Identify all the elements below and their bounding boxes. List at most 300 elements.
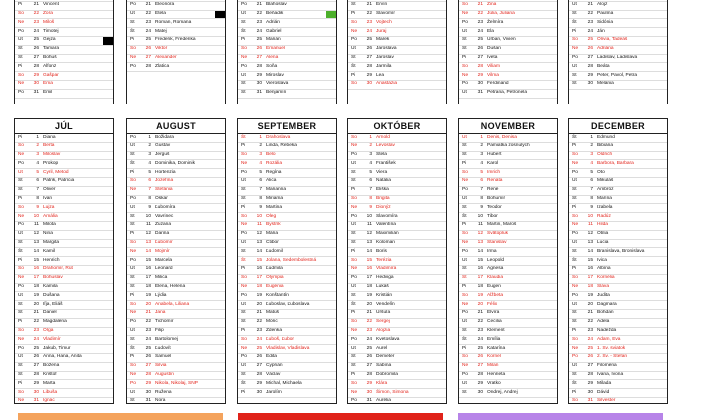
day-number: 29 [587,380,593,386]
day-marker [103,19,113,27]
nameday-name: Marcela [155,257,173,263]
nameday-name: Ambróz [597,187,614,193]
day-marker [103,196,113,204]
day-marker [436,354,446,362]
color-bar-violet [458,413,663,420]
day-number: 29 [587,72,593,78]
day-number: 29 [145,380,151,386]
day-number: 19 [33,292,39,298]
day-row [127,178,225,187]
day-abbrev: Št [130,345,135,351]
nameday-name: Jarolím [266,389,282,395]
nameday-name: Silvia [155,363,167,369]
day-marker [215,354,225,362]
nameday-name: Zuzana [155,222,171,228]
day-row [238,389,336,398]
nameday-name: Judita [597,292,610,298]
day-row [348,204,446,213]
nameday-name: Lujza [43,204,55,210]
day-row [15,204,113,213]
day-number: 13 [33,240,39,246]
day-row [569,389,667,398]
day-marker [103,178,113,186]
nameday-name: Jolana, Sedembolestná [266,257,317,263]
day-number: 21 [145,2,151,8]
day-row [127,37,225,46]
day-number: 15 [145,257,151,263]
day-marker [547,169,557,177]
day-marker [436,11,446,19]
day-number: 1 [369,134,372,140]
day-abbrev: St [572,11,577,17]
day-number: 30 [587,81,593,87]
day-marker [436,134,446,142]
day-abbrev: Po [351,213,357,219]
day-abbrev: St [462,204,467,210]
day-marker [547,143,557,151]
day-row [459,328,557,337]
day-abbrev: Po [130,2,136,8]
day-number: 22 [587,11,593,17]
day-abbrev: Po [462,310,468,316]
day-marker [326,380,336,388]
day-abbrev: Po [572,354,578,360]
day-number: 30 [145,389,151,395]
day-number: 6 [480,178,483,184]
day-row [348,11,446,20]
day-row [348,37,446,46]
day-row [569,152,667,161]
day-row [15,266,113,275]
day-abbrev: Ut [241,363,246,369]
day-row [459,134,557,143]
day-number: 3 [480,152,483,158]
nameday-name: Ľuboslav, Ľuboslava [266,301,310,307]
day-abbrev: St [18,240,23,246]
nameday-name: Linda, Rebeka [266,143,297,149]
day-abbrev: Št [351,363,356,369]
nameday-name: Bystrík [266,222,281,228]
day-row [15,169,113,178]
nameday-name: Lea [376,72,385,78]
day-marker [657,284,667,292]
day-row [238,169,336,178]
day-abbrev: St [462,266,467,272]
day-number: 12 [587,231,593,237]
day-row [569,46,667,55]
nameday-name: Filoména [597,363,617,369]
day-row [238,354,336,363]
day-abbrev: So [572,336,578,342]
day-number: 24 [33,336,39,342]
day-number: 6 [369,178,372,184]
day-marker [326,178,336,186]
day-row [127,28,225,37]
nameday-name: Olívia, Tadeáš [597,37,628,43]
day-number: 24 [477,336,483,342]
nameday-name: Bartolomej [155,336,178,342]
day-number: 29 [477,380,483,386]
day-number: 7 [480,187,483,193]
day-marker [215,55,225,63]
day-number: 25 [33,37,39,43]
nameday-name: Miroslav [266,72,284,78]
day-row [459,336,557,345]
day-row [459,248,557,257]
day-row [15,292,113,301]
nameday-name: Jarmila [376,63,392,69]
day-abbrev: Po [572,292,578,298]
day-row [569,134,667,143]
day-abbrev: So [351,19,357,25]
day-abbrev: St [18,46,23,52]
day-row [348,301,446,310]
day-row [15,240,113,249]
day-number: 29 [33,380,39,386]
day-abbrev: So [241,213,247,219]
day-marker [436,2,446,10]
day-list [348,134,446,404]
nameday-name: Dominika, Dominik [155,160,195,166]
day-marker [657,231,667,239]
day-row [238,178,336,187]
day-marker [547,46,557,54]
day-number: 26 [587,354,593,360]
day-marker [436,152,446,160]
day-list [569,0,667,90]
day-row [569,169,667,178]
day-marker [547,380,557,388]
day-marker [436,196,446,204]
day-marker [215,363,225,371]
day-marker [657,398,667,404]
nameday-name: Zdenka [266,328,282,334]
day-list [459,134,557,398]
day-number: 20 [477,301,483,307]
day-row [348,178,446,187]
nameday-name: Kvetoslava [376,336,400,342]
day-abbrev: Pi [18,134,23,140]
day-number: 24 [366,28,372,34]
day-number: 21 [587,2,593,8]
day-abbrev: Ut [572,301,577,307]
day-abbrev: Ne [130,310,137,316]
nameday-name: Sergej [376,319,390,325]
day-row [569,328,667,337]
day-row [569,81,667,90]
day-marker [547,257,557,265]
nameday-name: Cyprián [266,363,283,369]
day-row [127,328,225,337]
nameday-name: Adriána [597,46,614,52]
day-marker [436,160,446,168]
day-marker [436,398,446,404]
day-marker [326,72,336,80]
nameday-name: Svätopluk [487,231,509,237]
day-marker [436,143,446,151]
nameday-name: Kamil [43,248,55,254]
day-marker [326,134,336,142]
day-number: 16 [366,266,372,272]
month-title: JÚL [15,119,113,134]
day-number: 26 [477,46,483,52]
day-row [459,63,557,72]
day-abbrev: Po [572,169,578,175]
day-marker [547,231,557,239]
nameday-name: Adrián [266,19,280,25]
day-number: 16 [145,266,151,272]
nameday-name: Ľubomíra [155,204,176,210]
day-number: 8 [259,196,262,202]
day-marker [436,389,446,397]
day-row [569,354,667,363]
nameday-name: Karol [487,160,499,166]
day-abbrev: Ut [462,380,467,386]
day-abbrev: Ut [572,240,577,246]
day-number: 10 [587,213,593,219]
nameday-name: Marta [43,380,56,386]
day-abbrev: So [130,178,136,184]
day-row [569,196,667,205]
day-number: 29 [256,72,262,78]
nameday-name: Marek [376,37,390,43]
day-number: 15 [587,257,593,263]
day-marker [326,284,336,292]
day-marker [657,310,667,318]
day-number: 27 [366,55,372,61]
nameday-name: Branislava, Bronislava [597,248,645,254]
day-marker [215,222,225,230]
day-row [15,178,113,187]
nameday-name: Ružena [155,389,172,395]
nameday-name: Bohuslav [43,275,63,281]
day-row [459,275,557,284]
day-marker [436,187,446,195]
nameday-name: Ivan [43,196,53,202]
day-abbrev: Ne [462,178,469,184]
day-marker [103,222,113,230]
day-marker [436,301,446,309]
day-number: 23 [587,328,593,334]
day-row [127,292,225,301]
nameday-name: Želmíra [487,19,504,25]
day-marker [326,55,336,63]
day-number: 7 [590,187,593,193]
nameday-name: Ignác [43,398,55,404]
nameday-name: Eugen [487,284,501,290]
day-row [238,266,336,275]
day-marker [657,292,667,300]
day-abbrev: Ut [351,345,356,351]
day-marker [326,257,336,265]
day-number: 1 [590,134,593,140]
month-column-top-2 [126,0,226,104]
day-abbrev: Št [18,372,23,378]
day-number: 17 [145,275,151,281]
day-abbrev: Ne [572,222,579,228]
day-row [127,284,225,293]
day-marker [547,266,557,274]
nameday-name: Klement [487,328,505,334]
day-abbrev: So [351,196,357,202]
day-marker [436,328,446,336]
day-number: 5 [480,169,483,175]
day-number: 27 [587,55,593,61]
day-row [238,372,336,381]
day-number: 28 [477,372,483,378]
nameday-name: Milota [43,222,56,228]
day-marker [547,152,557,160]
nameday-name: Darina [155,231,170,237]
day-row [459,240,557,249]
day-abbrev: Ne [130,248,137,254]
day-abbrev: Št [241,380,246,386]
day-marker [657,204,667,212]
day-abbrev: Ne [462,11,469,17]
nameday-name: Teodor [487,204,502,210]
day-marker [547,37,557,45]
nameday-name: Melánia [597,81,614,87]
day-row [238,19,336,28]
day-row [569,310,667,319]
day-abbrev: St [351,354,356,360]
day-row [569,257,667,266]
day-abbrev: Ne [351,389,358,395]
day-abbrev: So [18,266,24,272]
day-abbrev: St [241,310,246,316]
day-number: 23 [256,19,262,25]
day-number: 5 [590,169,593,175]
day-abbrev: Ut [462,319,467,325]
nameday-name: Kamila [43,284,58,290]
day-abbrev: Ne [241,284,248,290]
day-number: 22 [366,319,372,325]
day-marker [547,372,557,380]
day-abbrev: Ne [18,152,25,158]
nameday-name: Alžbeta [487,292,503,298]
day-number: 27 [366,363,372,369]
day-marker [547,248,557,256]
day-marker [215,380,225,388]
nameday-name: Hubert [487,152,502,158]
day-marker [326,231,336,239]
day-marker [436,0,446,1]
day-row [348,266,446,275]
month-column-top-4 [347,0,447,104]
day-number: 4 [369,160,372,166]
day-number: 22 [145,11,151,17]
day-number: 30 [33,389,39,395]
day-number: 23 [256,328,262,334]
day-row [15,310,113,319]
day-row [569,19,667,28]
day-abbrev: Št [462,46,467,52]
day-list [569,134,667,404]
day-row [238,222,336,231]
nameday-name: Beáta [597,63,610,69]
day-marker [103,213,113,221]
nameday-name: Stela [376,152,387,158]
day-marker [436,37,446,45]
day-row [238,46,336,55]
month-title: SEPTEMBER [238,119,336,134]
day-abbrev: Pi [241,328,246,334]
day-abbrev: St [351,231,356,237]
day-row [238,2,336,11]
day-number: 22 [587,319,593,325]
month-column-top-6 [568,0,668,104]
day-row [15,336,113,345]
nameday-name: Zlatica [155,63,170,69]
nameday-name: Viktor [155,46,168,52]
day-abbrev: Ut [462,134,467,140]
day-abbrev: Pi [241,204,246,210]
nameday-name: Félix [487,301,498,307]
day-number: 23 [366,19,372,25]
day-number: 10 [145,213,151,219]
nameday-name: Drahomír, Rút [43,266,73,272]
day-abbrev: Št [241,196,246,202]
day-marker [547,28,557,36]
day-number: 17 [256,275,262,281]
day-marker [547,63,557,71]
day-row [127,301,225,310]
day-abbrev: Št [18,310,23,316]
day-marker [103,240,113,248]
nameday-name: Peter, Pavol, Petra [597,72,637,78]
day-row [569,204,667,213]
day-row [569,292,667,301]
day-number: 26 [33,354,39,360]
day-marker [103,372,113,380]
day-marker [436,169,446,177]
day-number: 15 [366,257,372,263]
day-marker [215,143,225,151]
day-number: 3 [36,152,39,158]
day-marker [326,90,336,98]
nameday-name: Martina [266,204,282,210]
nameday-name: Hedviga [376,275,394,281]
day-row [238,328,336,337]
day-marker [215,328,225,336]
nameday-name: Etela [155,11,166,17]
day-marker [657,248,667,256]
day-marker [326,204,336,212]
day-row [569,240,667,249]
nameday-name: Natália [376,178,391,184]
nameday-name: Vilma [487,72,499,78]
day-marker [547,310,557,318]
day-abbrev: St [18,301,23,307]
day-row [459,90,557,99]
day-number: 21 [33,310,39,316]
day-abbrev: Ne [18,213,25,219]
day-number: 25 [366,345,372,351]
day-number: 10 [256,213,262,219]
day-abbrev: Ut [130,389,135,395]
day-number: 14 [477,248,483,254]
nameday-name: Kornel [487,354,501,360]
day-abbrev: St [130,275,135,281]
day-row [127,345,225,354]
day-row [348,292,446,301]
day-marker [547,354,557,362]
day-row [15,28,113,37]
day-marker [103,354,113,362]
day-marker [436,213,446,221]
nameday-name: Amália [43,213,58,219]
day-number: 14 [366,248,372,254]
